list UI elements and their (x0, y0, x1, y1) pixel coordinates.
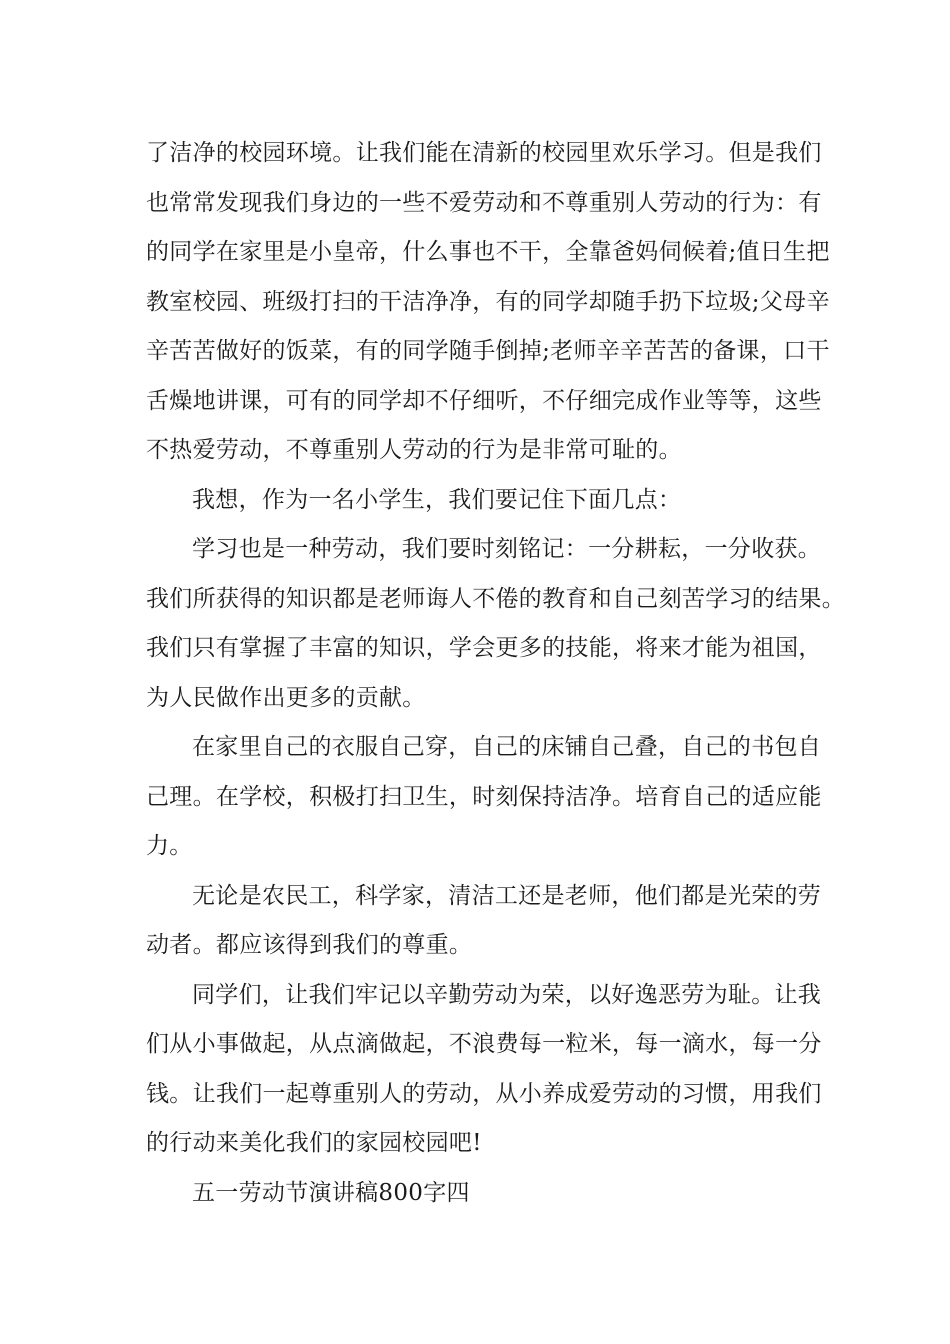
text-line: 己理。在学校，积极打扫卫生，时刻保持洁净。培育自己的适应能 (146, 783, 822, 810)
text-line: 我们所获得的知识都是老师诲人不倦的教育和自己刻苦学习的结果。 (146, 585, 845, 612)
text-line: 教室校园、班级打扫的干洁净净，有的同学却随手扔下垃圾;父母辛 (146, 288, 830, 315)
text-line: 我们只有掌握了丰富的知识，学会更多的技能，将来才能为祖国， (146, 635, 822, 661)
text-line: 也常常发现我们身边的一些不爱劳动和不尊重别人劳动的行为：有 (146, 189, 822, 216)
text-line: 的行动来美化我们的家园校园吧! (146, 1130, 482, 1156)
section-heading: 五一劳动节演讲稿800字四 (192, 1179, 470, 1206)
text-line: 不热爱劳动，不尊重别人劳动的行为是非常可耻的。 (146, 437, 682, 463)
text-line: 舌燥地讲课，可有的同学却不仔细听，不仔细完成作业等等，这些 (146, 387, 822, 414)
text-line: 动者。都应该得到我们的尊重。 (146, 932, 473, 958)
document-body (146, 129, 845, 1218)
text-line: 的同学在家里是小皇帝，什么事也不干，全靠爸妈伺候着;值日生把 (146, 239, 830, 265)
text-line: 在家里自己的衣服自己穿，自己的床铺自己叠，自己的书包自 (192, 734, 822, 760)
text-line: 同学们，让我们牢记以辛勤劳动为荣，以好逸恶劳为耻。让我 (192, 981, 822, 1008)
text-line: 我想，作为一名小学生，我们要记住下面几点： (192, 486, 682, 513)
text-line: 们从小事做起，从点滴做起，不浪费每一粒米，每一滴水，每一分 (146, 1031, 822, 1057)
text-line: 辛苦苦做好的饭菜，有的同学随手倒掉;老师辛辛苦苦的备课，口干 (146, 338, 830, 364)
text-line: 钱。让我们一起尊重别人的劳动，从小养成爱劳动的习惯，用我们 (146, 1080, 822, 1107)
text-line: 为人民做作出更多的贡献。 (146, 684, 426, 711)
text-line: 力。 (146, 833, 193, 859)
text-line: 无论是农民工，科学家，清洁工还是老师，他们都是光荣的劳 (192, 882, 822, 909)
text-line: 学习也是一种劳动，我们要时刻铭记：一分耕耘，一分收获。 (192, 536, 822, 562)
text-line: 了洁净的校园环境。让我们能在清新的校园里欢乐学习。但是我们 (146, 140, 822, 166)
